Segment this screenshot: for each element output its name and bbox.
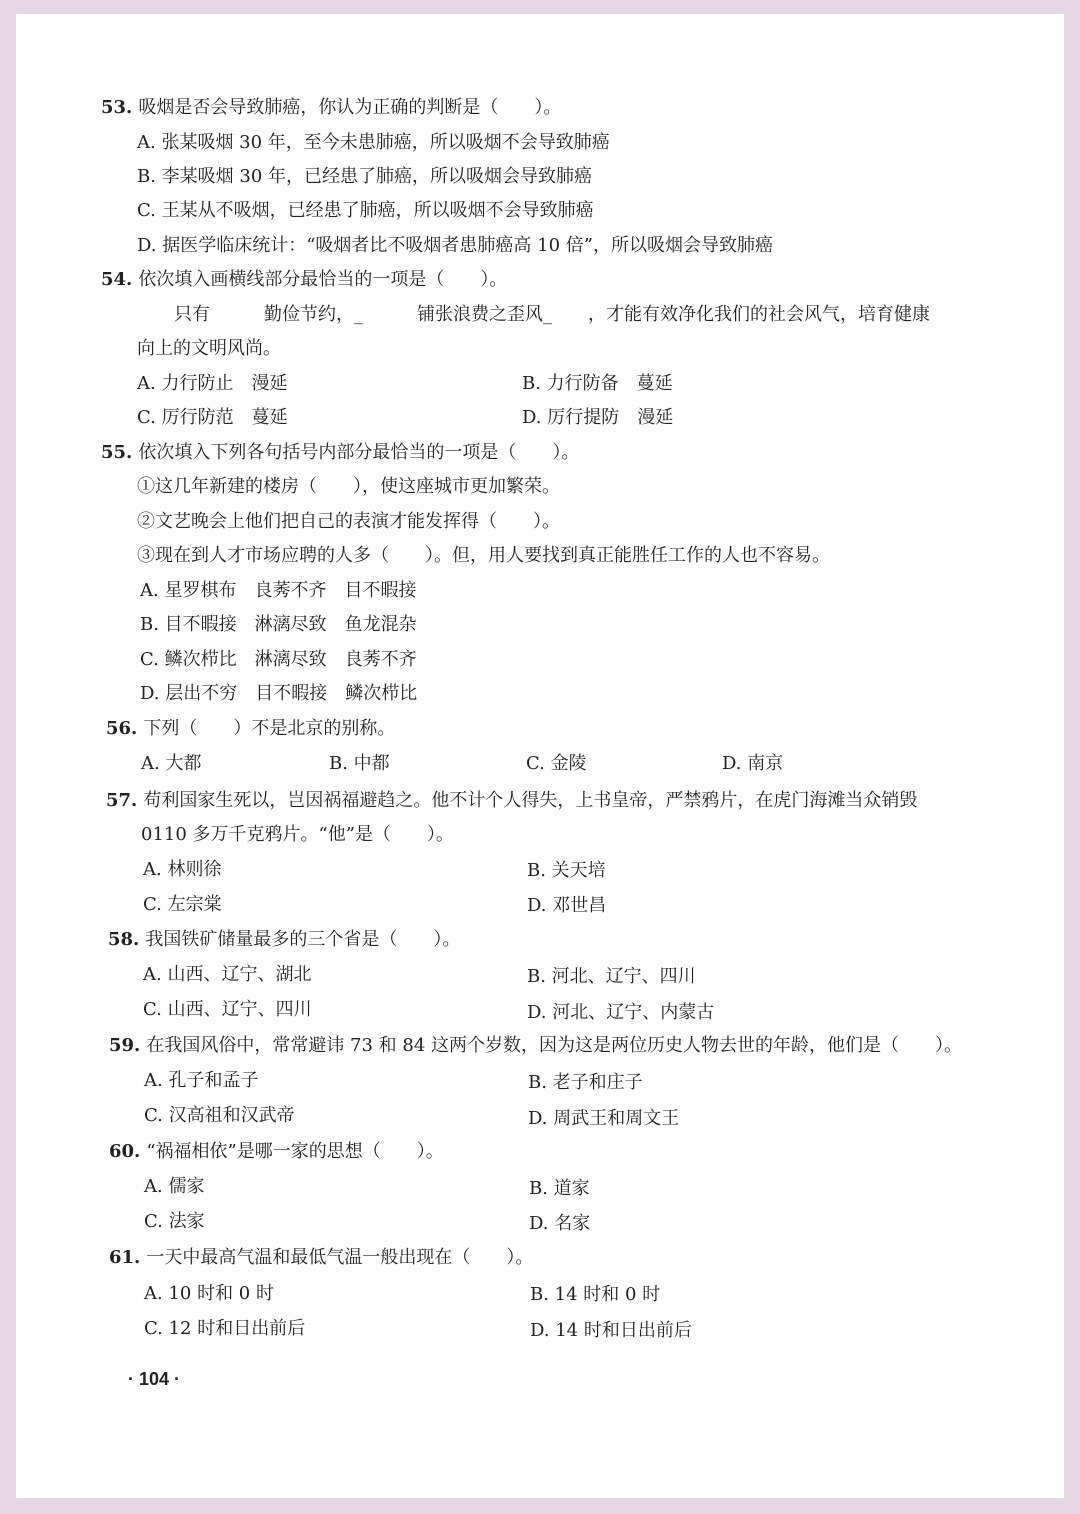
question-number: 61. bbox=[109, 1247, 141, 1268]
question-54-option-c: C. 厉行防范 蔓延 bbox=[137, 407, 288, 428]
question-54-stem: 54. 依次填入画横线部分最恰当的一项是（ ）。 bbox=[101, 269, 508, 290]
question-number: 57. bbox=[106, 790, 138, 811]
question-59-option-a: A. 孔子和孟子 bbox=[144, 1070, 259, 1091]
question-56-stem: 56. 下列（ ）不是北京的别称。 bbox=[106, 718, 396, 739]
question-55-sentence-1: ①这几年新建的楼房（ ），使这座城市更加繁荣。 bbox=[137, 476, 560, 497]
question-53-option-c: C. 王某从不吸烟，已经患了肺癌，所以吸烟不会导致肺癌 bbox=[137, 200, 594, 221]
question-57-option-d: D. 邓世昌 bbox=[527, 895, 607, 916]
question-57-option-c: C. 左宗棠 bbox=[143, 894, 222, 915]
page-number: · 104 · bbox=[128, 1369, 181, 1389]
question-58-option-a: A. 山西、辽宁、湖北 bbox=[143, 964, 312, 985]
question-54-option-a: A. 力行防止 漫延 bbox=[137, 373, 288, 394]
question-54-option-d: D. 厉行提防 漫延 bbox=[522, 407, 674, 428]
question-number: 53. bbox=[101, 97, 133, 118]
question-61-option-c: C. 12 时和日出前后 bbox=[144, 1318, 306, 1339]
question-56-option-d: D. 南京 bbox=[722, 753, 784, 774]
question-61-stem: 61. 一天中最高气温和最低气温一般出现在（ ）。 bbox=[109, 1247, 534, 1268]
question-list bbox=[16, 14, 1064, 1498]
question-54-passage: 只有 勤俭节约，_ 铺张浪费之歪风_ ，才能有效净化我们的社会风气，培育健康 bbox=[174, 304, 930, 325]
question-number: 59. bbox=[109, 1035, 141, 1056]
question-55-sentence-2: ②文艺晚会上他们把自己的表演才能发挥得（ ）。 bbox=[137, 511, 560, 532]
question-54-passage-cont: 向上的文明风尚。 bbox=[137, 338, 281, 359]
question-55-option-d: D. 层出不穷 目不暇接 鳞次栉比 bbox=[140, 683, 418, 704]
question-57-option-b: B. 关天培 bbox=[527, 860, 606, 881]
question-57-stem: 57. 苟利国家生死以，岂因祸福避趋之。他不计个人得失，上书皇帝，严禁鸦片，在虎门海滩当众销毁 bbox=[106, 790, 918, 811]
question-54-option-b: B. 力行防备 蔓延 bbox=[522, 373, 673, 394]
question-59-option-d: D. 周武王和周文王 bbox=[528, 1108, 680, 1129]
question-60-option-c: C. 法家 bbox=[144, 1211, 205, 1232]
question-61-option-d: D. 14 时和日出前后 bbox=[530, 1320, 692, 1341]
question-56-option-a: A. 大都 bbox=[141, 753, 202, 774]
page-sheet bbox=[16, 14, 1064, 1498]
question-59-option-c: C. 汉高祖和汉武帝 bbox=[144, 1105, 295, 1126]
question-57-option-a: A. 林则徐 bbox=[143, 859, 222, 880]
question-60-option-a: A. 儒家 bbox=[144, 1176, 205, 1197]
question-58-option-d: D. 河北、辽宁、内蒙古 bbox=[527, 1002, 715, 1023]
question-number: 60. bbox=[109, 1141, 141, 1162]
question-60-stem: 60. “祸福相依”是哪一家的思想（ ）。 bbox=[109, 1141, 444, 1162]
question-61-option-a: A. 10 时和 0 时 bbox=[144, 1283, 274, 1304]
question-53-stem: 53. 吸烟是否会导致肺癌，你认为正确的判断是（ ）。 bbox=[101, 97, 562, 118]
question-61-option-b: B. 14 时和 0 时 bbox=[530, 1284, 661, 1305]
question-59-stem: 59. 在我国风俗中，常常避讳 73 和 84 这两个岁数，因为这是两位历史人物去世的年龄，他们是（ ）。 bbox=[109, 1035, 963, 1056]
question-55-stem: 55. 依次填入下列各句括号内部分最恰当的一项是（ ）。 bbox=[101, 442, 580, 463]
question-number: 58. bbox=[108, 929, 140, 950]
question-59-option-b: B. 老子和庄子 bbox=[528, 1072, 643, 1093]
question-53-option-a: A. 张某吸烟 30 年，至今未患肺癌，所以吸烟不会导致肺癌 bbox=[137, 132, 610, 153]
question-53-option-b: B. 李某吸烟 30 年，已经患了肺癌，所以吸烟会导致肺癌 bbox=[137, 166, 593, 187]
question-56-option-b: B. 中都 bbox=[329, 753, 390, 774]
question-55-sentence-3: ③现在到人才市场应聘的人多（ ）。但，用人要找到真正能胜任工作的人也不容易。 bbox=[137, 545, 830, 566]
question-60-option-d: D. 名家 bbox=[529, 1213, 591, 1234]
question-58-stem: 58. 我国铁矿储量最多的三个省是（ ）。 bbox=[108, 929, 461, 950]
question-57-stem-cont: 0110 多万千克鸦片。“他”是（ ）。 bbox=[141, 824, 454, 845]
question-55-option-c: C. 鳞次栉比 淋漓尽致 良莠不齐 bbox=[140, 649, 417, 670]
question-56-option-c: C. 金陵 bbox=[526, 753, 587, 774]
question-53-option-d: D. 据医学临床统计：“吸烟者比不吸烟者患肺癌高 10 倍”，所以吸烟会导致肺癌 bbox=[137, 235, 773, 256]
question-60-option-b: B. 道家 bbox=[529, 1178, 590, 1199]
question-55-option-b: B. 目不暇接 淋漓尽致 鱼龙混杂 bbox=[140, 614, 417, 635]
question-55-option-a: A. 星罗棋布 良莠不齐 目不暇接 bbox=[140, 580, 417, 601]
question-58-option-b: B. 河北、辽宁、四川 bbox=[527, 966, 696, 987]
question-number: 55. bbox=[101, 442, 133, 463]
question-number: 54. bbox=[101, 269, 133, 290]
question-58-option-c: C. 山西、辽宁、四川 bbox=[143, 999, 312, 1020]
question-number: 56. bbox=[106, 718, 138, 739]
